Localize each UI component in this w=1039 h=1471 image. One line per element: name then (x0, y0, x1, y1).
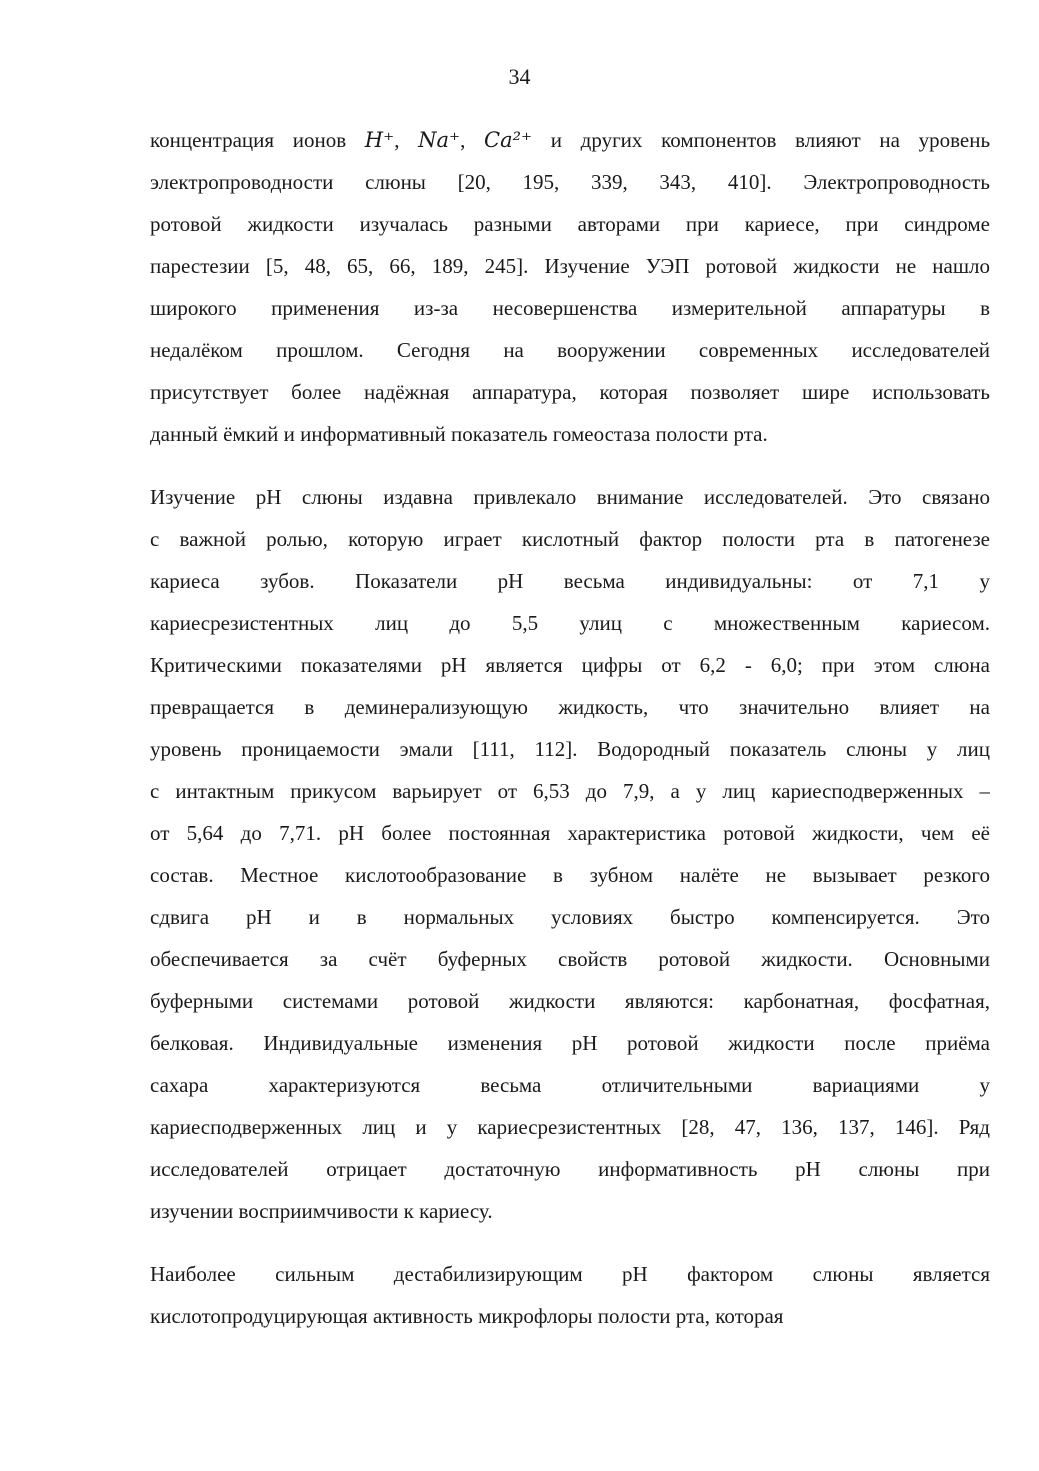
text-line: уровень проницаемости эмали [111, 112]. Водородный показатель слюны у лиц (150, 737, 990, 761)
text-line: сдвига pH и в нормальных условиях быстро компенсируется. Это (150, 905, 990, 929)
paragraph-electroconductivity (150, 119, 990, 455)
text-line: с интактным прикусом варьирует от 6,53 до 7,9, а у лиц кариесподверженных – (150, 779, 990, 803)
text-line: электропроводности слюны [20, 195, 339, 343, 410]. Электропроводность (150, 170, 990, 194)
text-line: состав. Местное кислотообразование в зубном налёте не вызывает резкого (150, 863, 990, 887)
text-line: кислотопродуцирующая активность микрофлоры полости рта, которая (150, 1304, 784, 1328)
text-line: от 5,64 до 7,71. pH более постоянная характеристика ротовой жидкости, чем её (150, 821, 990, 845)
text-line: широкого применения из-за несовершенства измерительной аппаратуры в (150, 296, 990, 320)
text-line: обеспечивается за счёт буферных свойств ротовой жидкости. Основными (150, 947, 990, 971)
text-line: ротовой жидкости изучалась разными авторами при кариесе, при синдроме (150, 212, 990, 236)
ion-formula: Ca²⁺ (484, 128, 533, 152)
text-line: с важной ролью, которую играет кислотный фактор полости рта в патогенезе (150, 527, 990, 551)
text-line: кариеса зубов. Показатели pH весьма индивидуальны: от 7,1 у (150, 569, 990, 593)
text-line: концентрация ионов H⁺, Na⁺, Ca²⁺ и других компонентов влияют на уровень (150, 128, 990, 152)
paragraph-saliva-ph (150, 476, 990, 1232)
text-line: буферными системами ротовой жидкости являются: карбонатная, фосфатная, (150, 989, 990, 1013)
text-line: сахара характеризуются весьма отличительными вариациями у (150, 1073, 990, 1097)
text-line: Наиболее сильным дестабилизирующим pH фактором слюны является (150, 1262, 990, 1286)
ion-formula: Na⁺ (418, 128, 461, 152)
text-line: кариесподверженных лиц и у кариесрезистентных [28, 47, 136, 137, 146]. Ряд (150, 1115, 990, 1139)
paragraph-destabilizing-factor (150, 1253, 990, 1337)
text-line: исследователей отрицает достаточную информативность pH слюны при (150, 1157, 990, 1181)
text-line: Изучение pH слюны издавна привлекало внимание исследователей. Это связано (150, 485, 990, 509)
text-line: белковая. Индивидуальные изменения pH ротовой жидкости после приёма (150, 1031, 990, 1055)
text-line: присутствует более надёжная аппаратура, которая позволяет шире использовать (150, 380, 990, 404)
ion-formula: H⁺ (364, 128, 395, 152)
text-line: недалёком прошлом. Сегодня на вооружении современных исследователей (150, 338, 990, 362)
text-line: парестезии [5, 48, 65, 66, 189, 245]. Изучение УЭП ротовой жидкости не нашло (150, 254, 990, 278)
text-line: превращается в деминерализующую жидкость, что значительно влияет на (150, 695, 990, 719)
text-line: кариесрезистентных лиц до 5,5 улиц с множественным кариесом. (150, 611, 990, 635)
page-number: 34 (508, 64, 531, 89)
text-line: данный ёмкий и информативный показатель гомеостаза полости рта. (150, 422, 768, 446)
text-line: Критическими показателями pH является цифры от 6,2 - 6,0; при этом слюна (150, 653, 990, 677)
text-line: изучении восприимчивости к кариесу. (150, 1199, 493, 1223)
